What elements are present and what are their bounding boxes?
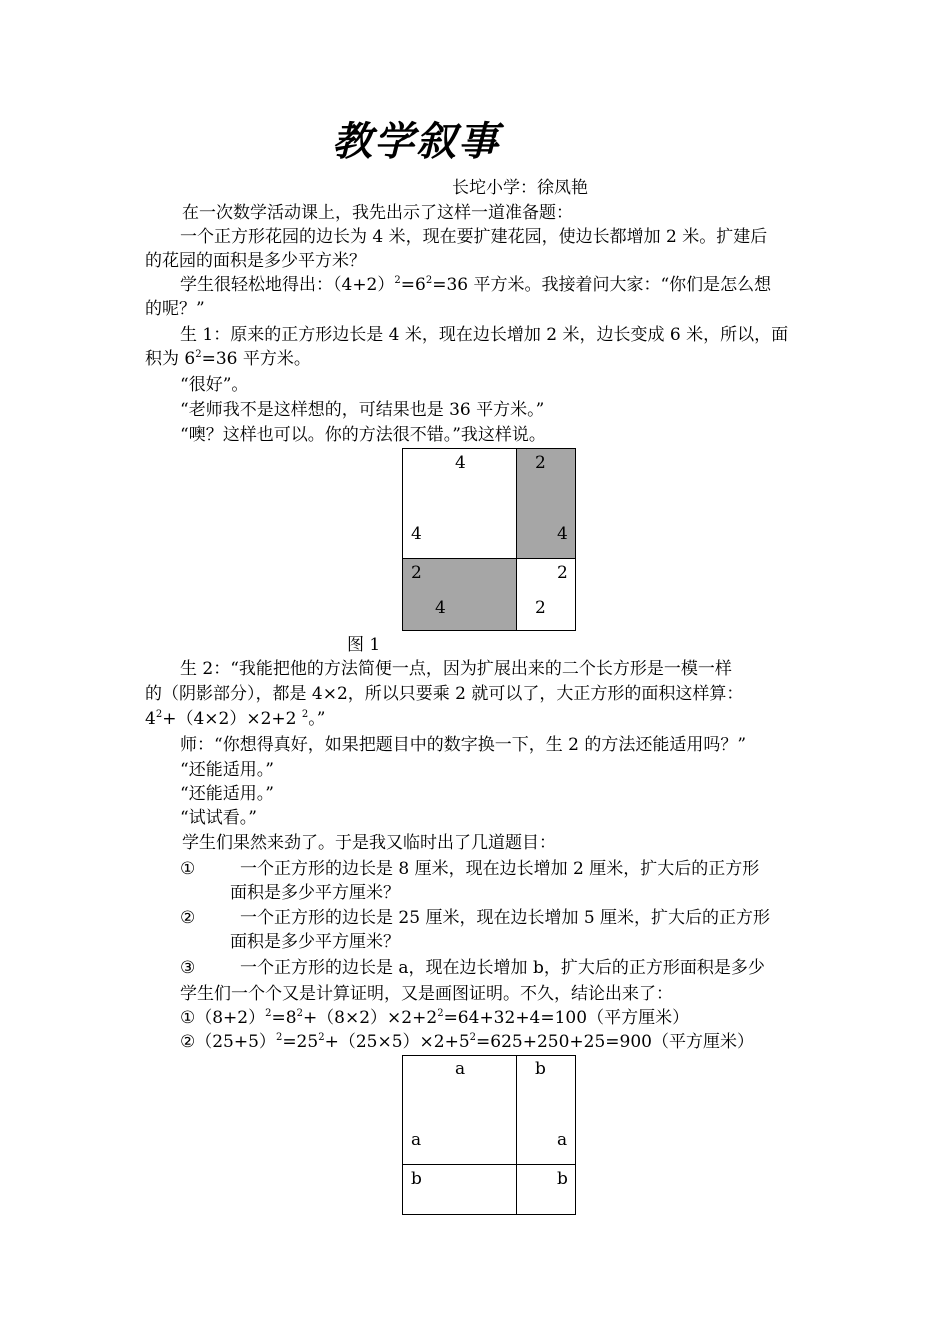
fig1-label: 4 [435, 598, 446, 618]
figure-caption: 图 1 [347, 635, 381, 655]
figure-1 [402, 448, 576, 631]
question-number: ③ [180, 958, 196, 978]
text-span: +（4×2）×2+2 [162, 709, 302, 729]
superscript: 2 [469, 1032, 477, 1043]
paragraph: 的呢？” [145, 299, 205, 319]
fig1-label: 2 [535, 453, 546, 473]
text-span: +（25×5）×2+5 [324, 1032, 470, 1052]
paragraph: 生 2：“我能把他的方法简便一点，因为扩展出来的二个长方形是一模一样 [180, 659, 732, 679]
question-text: 面积是多少平方厘米？ [230, 883, 400, 903]
superscript: 2 [155, 709, 163, 720]
superscript: 2 [301, 709, 309, 720]
paragraph: 学生们果然来劲了。于是我又临时出了几道题目： [182, 833, 556, 853]
author-line: 长坨小学：徐凤艳 [452, 178, 588, 198]
text-span: 。” [308, 709, 326, 729]
paragraph: 在一次数学活动课上，我先出示了这样一道准备题： [182, 203, 573, 223]
superscript: 2 [195, 349, 202, 360]
paragraph: “很好”。 [180, 375, 249, 395]
paragraph: “还能适用。” [180, 784, 274, 804]
text-span: 4 [145, 709, 156, 729]
paragraph: “试试看。” [180, 808, 257, 828]
text-span: =36 平方米。我接着问大家：“你们是怎么想 [432, 275, 772, 295]
superscript: 2 [394, 275, 401, 286]
text-span: =64+32+4=100（平方厘米） [443, 1008, 690, 1028]
fig1-label: 4 [557, 524, 568, 544]
fig2-label: a [455, 1059, 466, 1079]
answer-line [180, 1006, 689, 1030]
paragraph: “老师我不是这样想的，可结果也是 36 平方米。” [180, 400, 545, 420]
text-span: =36 平方米。 [201, 349, 311, 369]
text-span: ②（25+5） [180, 1032, 276, 1052]
fig2-label: b [411, 1169, 422, 1189]
paragraph [145, 707, 325, 731]
text-span: =6 [400, 275, 426, 295]
fig1-label: 4 [411, 524, 422, 544]
superscript: 2 [265, 1008, 272, 1019]
fig2-label: a [411, 1130, 422, 1150]
answer-line [180, 1030, 754, 1054]
question-number: ① [180, 859, 196, 879]
text-span: =8 [271, 1008, 297, 1028]
fig2-label: a [557, 1130, 568, 1150]
fig2-label: b [535, 1059, 546, 1079]
text-span: 积为 6 [145, 349, 196, 369]
figure-2 [402, 1055, 576, 1215]
fig1-label: 4 [455, 453, 466, 473]
paragraph: 的花园的面积是多少平方米？ [145, 251, 366, 271]
paragraph: “噢？这样也可以。你的方法很不错。”我这样说。 [180, 425, 546, 445]
question-text: 面积是多少平方厘米？ [230, 932, 400, 952]
superscript: 2 [296, 1008, 303, 1019]
superscript: 2 [437, 1008, 444, 1019]
superscript: 2 [275, 1032, 283, 1043]
paragraph: 的（阴影部分），都是 4×2，所以只要乘 2 就可以了，大正方形的面积这样算： [145, 684, 744, 704]
fig1-label: 2 [411, 563, 422, 583]
fig1-label: 2 [535, 598, 546, 618]
superscript: 2 [425, 275, 433, 286]
paragraph [180, 273, 771, 297]
text-span: =25 [282, 1032, 319, 1052]
text-span: +（8×2）×2+2 [302, 1008, 438, 1028]
question-text: 一个正方形的边长是 8 厘米，现在边长增加 2 厘米，扩大后的正方形 [240, 859, 760, 879]
paragraph: 学生们一个个又是计算证明，又是画图证明。不久，结论出来了： [180, 984, 673, 1004]
paragraph: 生 1：原来的正方形边长是 4 米，现在边长增加 2 米，边长变成 6 米，所以，面 [180, 325, 789, 345]
paragraph [145, 347, 311, 371]
fig2-label: b [557, 1169, 568, 1189]
paragraph: 师：“你想得真好，如果把题目中的数字换一下，生 2 的方法还能适用吗？” [180, 735, 747, 755]
paragraph: 一个正方形花园的边长为 4 米，现在要扩建花园，使边长都增加 2 米。扩建后 [180, 227, 768, 247]
question-number: ② [180, 908, 196, 928]
paragraph: “还能适用。” [180, 760, 274, 780]
question-text: 一个正方形的边长是 25 厘米，现在边长增加 5 厘米，扩大后的正方形 [240, 908, 771, 928]
text-span: =625+250+25=900（平方厘米） [476, 1032, 754, 1052]
text-span: 学生很轻松地得出：（4+2） [180, 275, 395, 295]
fig1-label: 2 [557, 563, 568, 583]
page-title: 教学叙事 [332, 118, 500, 165]
question-text: 一个正方形的边长是 a，现在边长增加 b，扩大后的正方形面积是多少 [240, 958, 765, 978]
text-span: ①（8+2） [180, 1008, 266, 1028]
superscript: 2 [318, 1032, 325, 1043]
